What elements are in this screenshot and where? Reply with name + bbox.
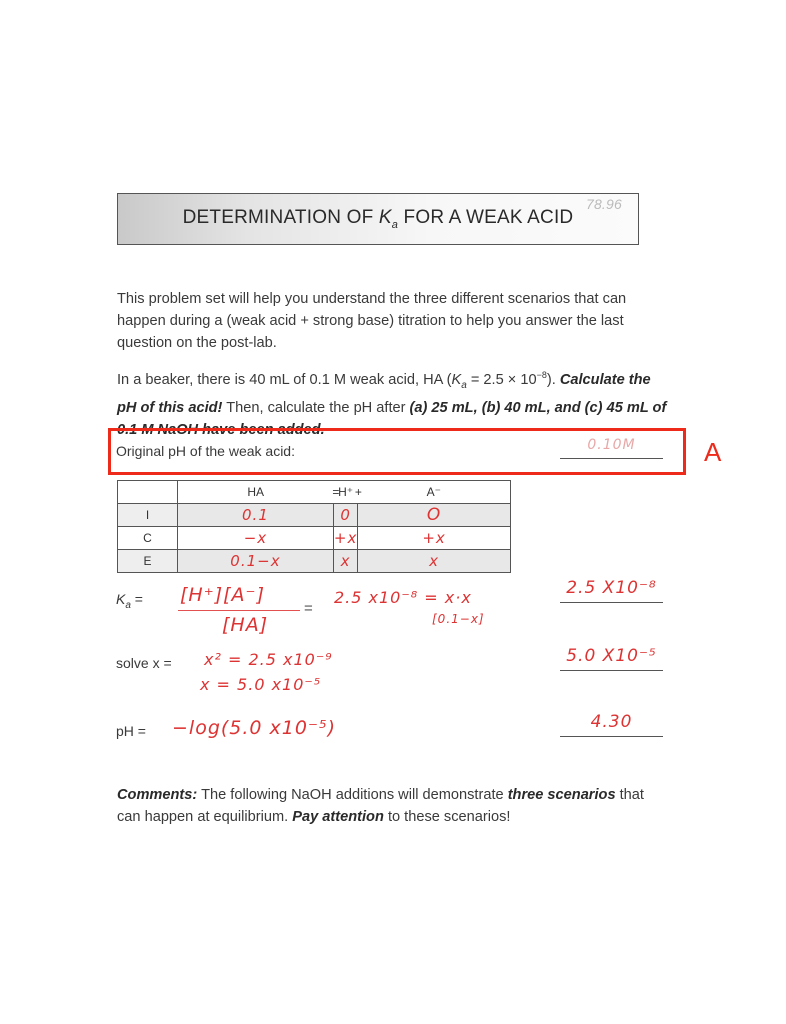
ph-answer-line [560, 712, 663, 737]
ice-cell-ha: −x [178, 527, 334, 550]
comments-paragraph: Comments: The following NaOH additions will demonstrate three scenarios that can happen at equilibrium. Pay attention to these scenarios! [117, 787, 644, 825]
ice-header-ha: HA = [178, 481, 334, 504]
solve-x-answer-line [560, 646, 663, 671]
solve-x-work-2: x = 5.0 x10⁻⁵ [200, 675, 322, 694]
original-ph-answer: 0.10M [587, 437, 636, 453]
ph-answer: 4.30 [590, 712, 633, 732]
ice-row-label: I [118, 504, 178, 527]
intro-paragraph: This problem set will help you understand the three different scenarios that can happen during a (weak acid + strong base) titration to help you answer the last question on the post-lab. [117, 291, 627, 351]
highlight-box [108, 428, 686, 475]
original-ph-label: Original pH of the weak acid: [116, 443, 295, 459]
title-watermark: 78.96 [585, 196, 622, 212]
ka-answer: 2.5 X10⁻⁸ [566, 578, 657, 598]
ice-header-blank [118, 481, 178, 504]
ice-header-row [118, 481, 661, 504]
ka-numerator: [H⁺][A⁻] [180, 584, 265, 606]
ice-header-a: A⁻ [358, 481, 510, 504]
ice-cell-h: x [333, 550, 357, 573]
solve-x-answer: 5.0 X10⁻⁵ [566, 646, 657, 666]
highlight-label: A [704, 437, 722, 467]
ka-fraction-bar [178, 610, 300, 611]
ka-denominator: [HA] [222, 614, 269, 636]
ice-cell-ha: 0.1 [178, 504, 334, 527]
ice-header-h: H⁺ + [333, 481, 357, 504]
ice-cell-h: 0 [333, 504, 357, 527]
ice-cell-ha: 0.1−x [178, 550, 334, 573]
ka-answer-line [560, 578, 663, 603]
problem-paragraph: In a beaker, there is 40 mL of 0.1 M weak acid, HA $(K_a = 2.5 \times 10^{-8})$. Calculate the pH of this acid! Then, calculate the pH after (a) 25 mL, (b) 40 mL, and (c) 45 mL of 0.1 M NaOH have been added. [117, 370, 667, 438]
ph-work: −log(5.0 x10⁻⁵) [172, 717, 337, 739]
ice-row-label: C [118, 527, 178, 550]
ice-cell-a: +x [358, 527, 510, 550]
ka-label: $K_a$ = [116, 591, 143, 611]
ice-cell-a: O [358, 504, 510, 527]
section-title: DETERMINATION OF $K_a$ FOR A WEAK ACID [182, 207, 574, 231]
solve-x-label: solve x = [116, 655, 172, 671]
solve-x-work-1: x² = 2.5 x10⁻⁹ [204, 650, 333, 669]
ice-row-label: E [118, 550, 178, 573]
ice-cell-a: x [358, 550, 510, 573]
ice-row-initial [118, 504, 661, 527]
ice-row-change [118, 527, 661, 550]
ka-equals: = [304, 600, 313, 617]
section-title-box [117, 193, 639, 245]
ice-table [117, 480, 661, 573]
ka-value-work: 2.5 x10⁻⁸ = x·x [334, 588, 472, 607]
ice-row-equilibrium [118, 550, 661, 573]
ka-value-denominator: [0.1−x] [432, 612, 485, 626]
ice-cell-h: +x [333, 527, 357, 550]
ph-label: pH = [116, 723, 146, 739]
